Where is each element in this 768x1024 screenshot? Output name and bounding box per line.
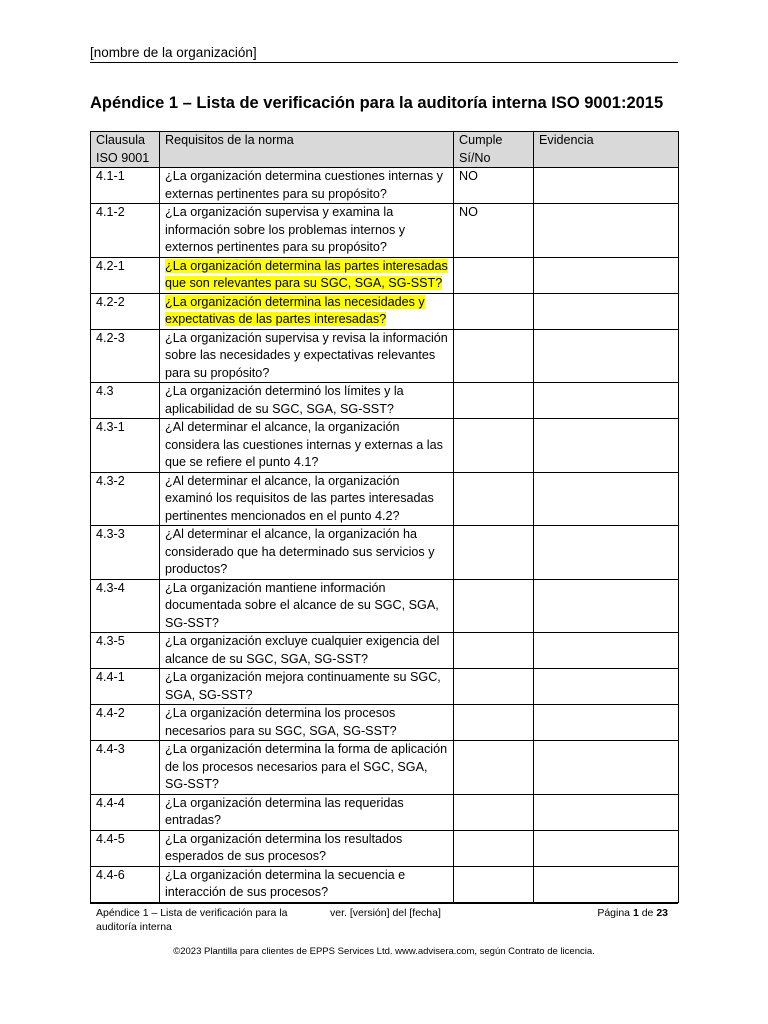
clause-cell: 4.4-3 (91, 741, 160, 795)
complies-cell (454, 472, 534, 526)
requirement-cell: ¿La organización supervisa y revisa la información sobre las necesidades y expectativas relevantes para su propósito? (160, 329, 454, 383)
clause-cell: 4.4-2 (91, 705, 160, 741)
copyright-notice: ©2023 Plantilla para clientes de EPPS Services Ltd. www.advisera.com, según Contrato de licencia. (173, 946, 595, 957)
requirement-cell: ¿La organización determina cuestiones internas y externas pertinentes para su propósito? (160, 168, 454, 204)
clause-cell: 4.3-1 (91, 419, 160, 473)
clause-cell: 4.2-1 (91, 257, 160, 293)
requirement-cell: ¿La organización determina la secuencia e interacción de sus procesos? (160, 866, 454, 902)
table-row (91, 633, 679, 669)
complies-cell (454, 866, 534, 902)
table-row (91, 419, 679, 473)
table-row (91, 526, 679, 580)
requirement-cell: ¿La organización determina la forma de aplicación de los procesos necesarios para el SGC, SGA, SG-SST? (160, 741, 454, 795)
complies-cell (454, 579, 534, 633)
complies-cell (454, 705, 534, 741)
evidence-cell (534, 633, 679, 669)
evidence-cell (534, 257, 679, 293)
table-row (91, 204, 679, 258)
requirement-cell (160, 293, 454, 329)
page-total: 23 (656, 907, 668, 919)
column-header-evidence: Evidencia (534, 132, 679, 168)
table-row (91, 293, 679, 329)
highlighted-text: ¿La organización determina las necesidades y expectativas de las partes interesadas? (165, 294, 425, 326)
clause-cell: 4.2-2 (91, 293, 160, 329)
page-label: Página (597, 907, 631, 919)
checklist-table (90, 131, 679, 903)
requirement-cell: ¿Al determinar el alcance, la organización ha considerado que ha determinado sus servicios y productos? (160, 526, 454, 580)
complies-cell (454, 830, 534, 866)
table-row (91, 794, 679, 830)
evidence-cell (534, 526, 679, 580)
evidence-cell (534, 866, 679, 902)
clause-cell: 4.4-4 (91, 794, 160, 830)
clause-cell: 4.1-2 (91, 204, 160, 258)
complies-cell: NO (454, 204, 534, 258)
complies-cell (454, 383, 534, 419)
table-row (91, 579, 679, 633)
evidence-cell (534, 579, 679, 633)
requirement-cell (160, 257, 454, 293)
table-row (91, 383, 679, 419)
table-row (91, 257, 679, 293)
table-row (91, 830, 679, 866)
table-row (91, 472, 679, 526)
evidence-cell (534, 741, 679, 795)
clause-cell: 4.2-3 (91, 329, 160, 383)
requirement-cell: ¿La organización mejora continuamente su SGC, SGA, SG-SST? (160, 669, 454, 705)
table-row (91, 669, 679, 705)
requirement-cell: ¿Al determinar el alcance, la organización considera las cuestiones internas y externas a las que se refiere el punto 4.1? (160, 419, 454, 473)
table-row (91, 705, 679, 741)
page-footer (90, 903, 678, 933)
complies-cell (454, 293, 534, 329)
clause-cell: 4.4-6 (91, 866, 160, 902)
table-header-row (91, 132, 679, 168)
organization-name-header: [nombre de la organización] (90, 45, 678, 63)
table-row (91, 741, 679, 795)
complies-cell (454, 329, 534, 383)
evidence-cell (534, 383, 679, 419)
clause-cell: 4.3-5 (91, 633, 160, 669)
page-of: de (641, 907, 654, 919)
footer-version: ver. [versión] del [fecha] (330, 907, 441, 919)
complies-cell (454, 419, 534, 473)
highlighted-text: ¿La organización determina las partes interesadas que son relevantes para su SGC, SGA, SG-SST? (165, 258, 448, 290)
complies-cell (454, 633, 534, 669)
clause-cell: 4.4-1 (91, 669, 160, 705)
requirement-cell: ¿La organización determinó los límites y la aplicabilidad de su SGC, SGA, SG-SST? (160, 383, 454, 419)
complies-cell: NO (454, 168, 534, 204)
clause-cell: 4.1-1 (91, 168, 160, 204)
complies-cell (454, 526, 534, 580)
requirement-cell: ¿La organización supervisa y examina la información sobre los problemas internos y externos pertinentes para su propósito? (160, 204, 454, 258)
evidence-cell (534, 419, 679, 473)
table-row (91, 329, 679, 383)
requirement-cell: ¿La organización excluye cualquier exigencia del alcance de su SGC, SGA, SG-SST? (160, 633, 454, 669)
requirement-cell: ¿La organización mantiene información documentada sobre el alcance de su SGC, SGA, SG-SST? (160, 579, 454, 633)
evidence-cell (534, 705, 679, 741)
table-row (91, 168, 679, 204)
column-header-clause: Clausula ISO 9001 (91, 132, 160, 168)
clause-cell: 4.3-3 (91, 526, 160, 580)
evidence-cell (534, 472, 679, 526)
requirement-cell: ¿Al determinar el alcance, la organización examinó los requisitos de las partes interesadas pertinentes mencionados en el punto 4.2? (160, 472, 454, 526)
requirement-cell: ¿La organización determina los procesos necesarios para su SGC, SGA, SG-SST? (160, 705, 454, 741)
complies-cell (454, 741, 534, 795)
complies-cell (454, 257, 534, 293)
footer-document-title: Apéndice 1 – Lista de verificación para la auditoría interna (96, 907, 288, 933)
requirement-cell: ¿La organización determina los resultados esperados de sus procesos? (160, 830, 454, 866)
clause-cell: 4.3-4 (91, 579, 160, 633)
evidence-cell (534, 669, 679, 705)
evidence-cell (534, 168, 679, 204)
complies-cell (454, 794, 534, 830)
page-title: Apéndice 1 – Lista de verificación para la auditoría interna ISO 9001:2015 (90, 94, 664, 112)
complies-cell (454, 669, 534, 705)
clause-cell: 4.3 (91, 383, 160, 419)
evidence-cell (534, 329, 679, 383)
evidence-cell (534, 204, 679, 258)
evidence-cell (534, 293, 679, 329)
page-current: 1 (632, 907, 639, 919)
clause-cell: 4.3-2 (91, 472, 160, 526)
evidence-cell (534, 794, 679, 830)
evidence-cell (534, 830, 679, 866)
footer-page-number (597, 906, 668, 920)
column-header-complies: Cumple Sí/No (454, 132, 534, 168)
requirement-cell: ¿La organización determina las requeridas entradas? (160, 794, 454, 830)
table-row (91, 866, 679, 902)
clause-cell: 4.4-5 (91, 830, 160, 866)
column-header-requirement: Requisitos de la norma (160, 132, 454, 168)
